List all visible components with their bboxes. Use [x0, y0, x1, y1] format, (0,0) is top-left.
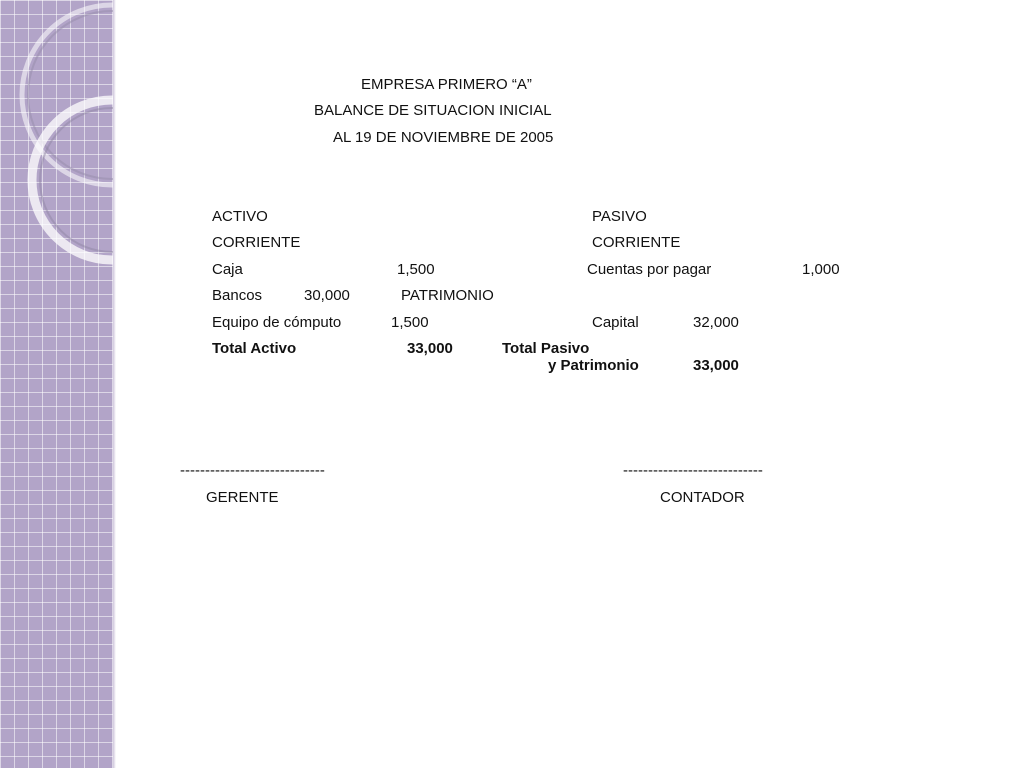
report-title: BALANCE DE SITUACION INICIAL	[314, 102, 552, 119]
pasivo-heading: PASIVO	[592, 208, 647, 225]
report-date: AL 19 DE NOVIEMBRE DE 2005	[333, 129, 554, 146]
circle-decoration-icon	[0, 0, 113, 768]
pasivo-corriente-heading: CORRIENTE	[592, 234, 681, 251]
gerente-label: GERENTE	[206, 489, 279, 506]
decorative-side-panel	[0, 0, 113, 768]
company-name: EMPRESA PRIMERO “A”	[361, 76, 532, 93]
activo-corriente-heading: CORRIENTE	[212, 234, 301, 251]
total-activo-label: Total Activo	[212, 340, 297, 357]
patrimonio-item-value: 32,000	[693, 314, 739, 331]
pasivo-item-label: Cuentas por pagar	[587, 261, 712, 278]
activo-item-label: Bancos	[212, 287, 263, 304]
total-activo-value: 33,000	[407, 340, 453, 357]
side-panel-edge	[113, 0, 116, 768]
contador-label: CONTADOR	[660, 489, 745, 506]
total-pasivo-patrimonio-label: y Patrimonio	[548, 357, 639, 374]
gerente-signature-line: -----------------------------	[180, 462, 325, 479]
total-pasivo-label: Total Pasivo	[502, 340, 590, 357]
activo-item-value: 30,000	[304, 287, 350, 304]
pasivo-item-value: 1,000	[802, 261, 840, 278]
total-pasivo-patrimonio-value: 33,000	[693, 357, 739, 374]
patrimonio-heading: PATRIMONIO	[401, 287, 494, 304]
contador-signature-line: ----------------------------	[623, 462, 763, 479]
activo-item-label: Caja	[212, 261, 243, 278]
activo-item-label: Equipo de cómputo	[212, 314, 342, 331]
activo-heading: ACTIVO	[212, 208, 268, 225]
activo-item-value: 1,500	[391, 314, 429, 331]
patrimonio-item-label: Capital	[592, 314, 639, 331]
activo-item-value: 1,500	[397, 261, 435, 278]
